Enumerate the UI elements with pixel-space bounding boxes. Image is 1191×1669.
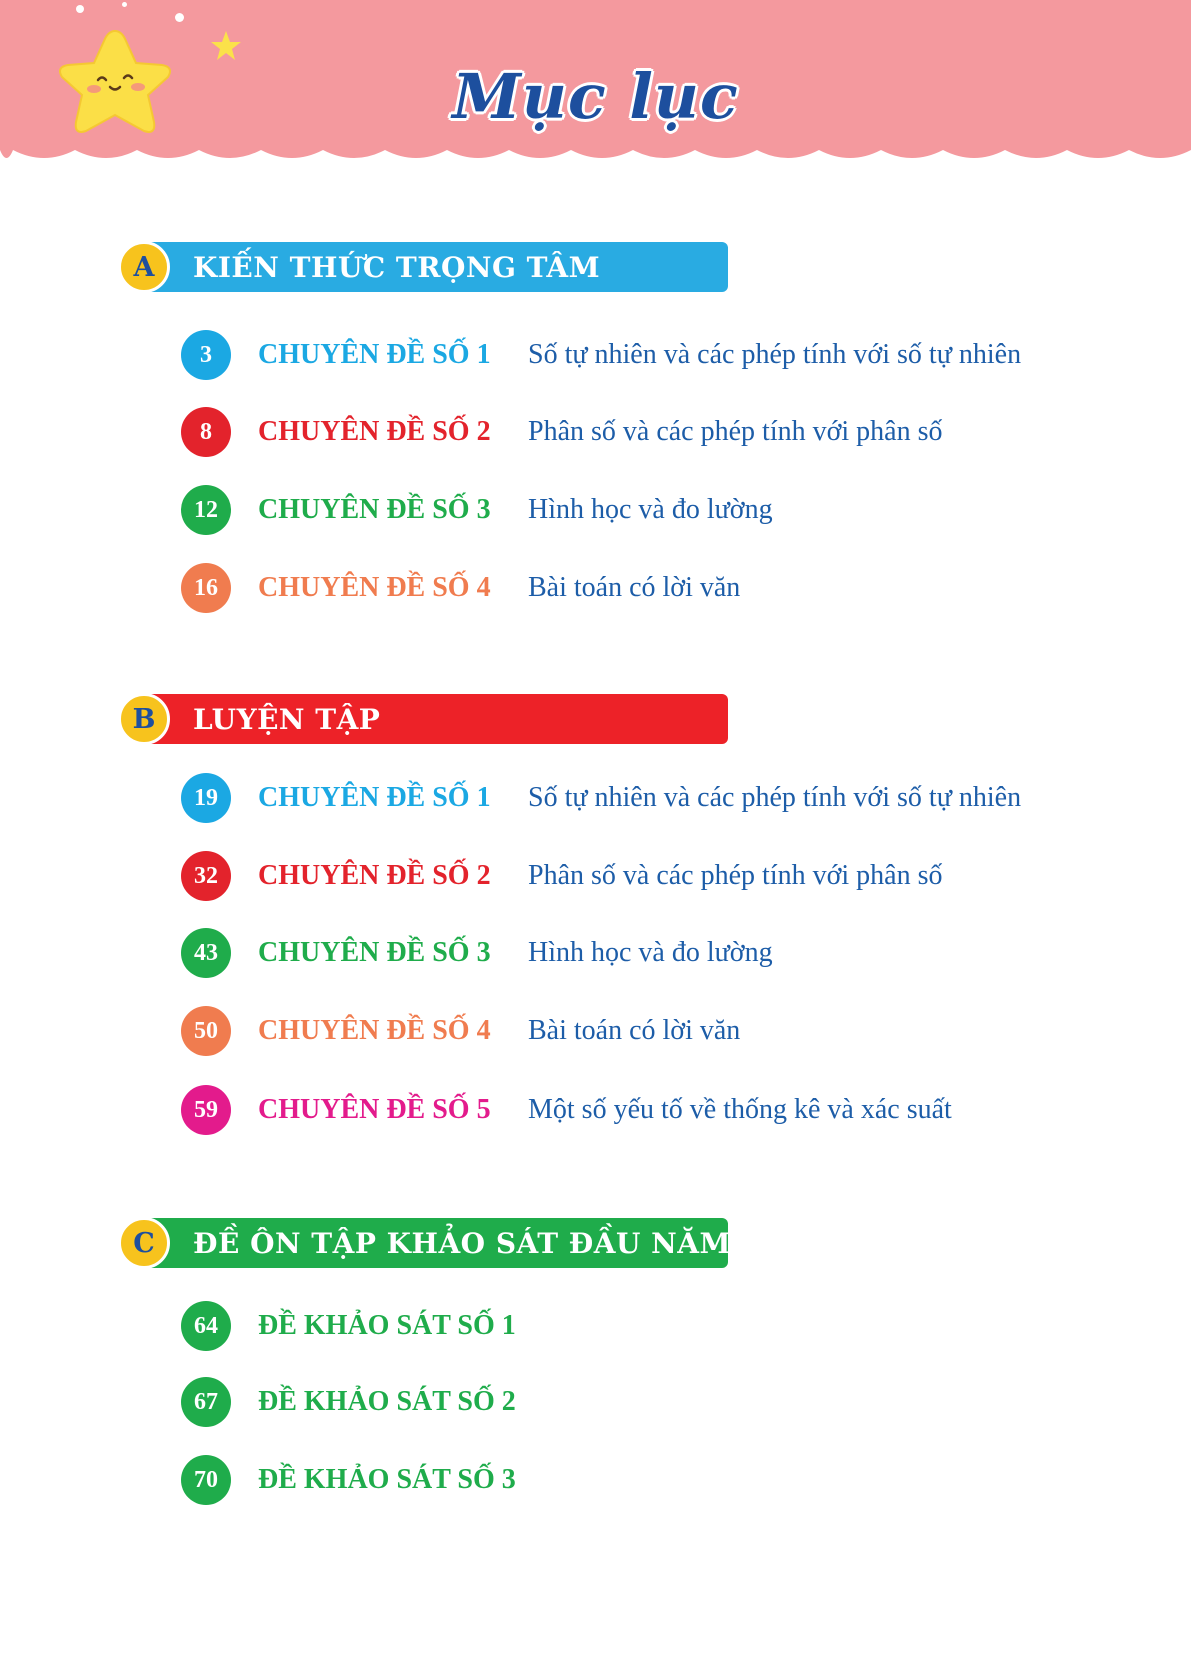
entry-description: Số tự nhiên và các phép tính với số tự nhiên — [528, 782, 1022, 813]
entry-description: Hình học và đo lường — [528, 494, 773, 525]
entry-topic: ĐỀ KHẢO SÁT SỐ 3 — [258, 1464, 516, 1495]
page-number-badge: 3 — [181, 330, 231, 380]
page-number-badge: 50 — [181, 1006, 231, 1056]
entry-description: Một số yếu tố về thống kê và xác suất — [528, 1094, 952, 1125]
page-number-badge: 64 — [181, 1301, 231, 1351]
page-number-badge: 19 — [181, 773, 231, 823]
section-badge: C — [118, 1217, 170, 1269]
entry-topic: CHUYÊN ĐỀ SỐ 5 — [258, 1094, 491, 1125]
page-number-badge: 16 — [181, 563, 231, 613]
toc-entry[interactable] — [181, 928, 1081, 978]
entry-topic: CHUYÊN ĐỀ SỐ 2 — [258, 860, 491, 891]
section-title: KIẾN THỨC TRỌNG TÂM — [193, 251, 601, 284]
entry-topic: CHUYÊN ĐỀ SỐ 3 — [258, 937, 491, 968]
entry-description: Phân số và các phép tính với phân số — [528, 860, 943, 891]
toc-entry[interactable] — [181, 1455, 1081, 1505]
entry-topic: ĐỀ KHẢO SÁT SỐ 1 — [258, 1310, 516, 1341]
page-number-badge: 12 — [181, 485, 231, 535]
entry-description: Bài toán có lời văn — [528, 572, 741, 603]
page-number-badge: 43 — [181, 928, 231, 978]
section-header-c — [118, 1218, 731, 1268]
header-band — [0, 0, 1191, 185]
section-badge: B — [118, 693, 170, 745]
page-number-badge: 59 — [181, 1085, 231, 1135]
entry-topic: CHUYÊN ĐỀ SỐ 1 — [258, 339, 491, 370]
sparkle-dot-icon — [76, 5, 84, 13]
entry-topic: ĐỀ KHẢO SÁT SỐ 2 — [258, 1386, 516, 1417]
entry-description: Phân số và các phép tính với phân số — [528, 416, 943, 447]
small-star-icon — [210, 30, 242, 62]
toc-entry[interactable] — [181, 851, 1081, 901]
section-header-b — [118, 694, 728, 744]
section-title: ĐỀ ÔN TẬP KHẢO SÁT ĐẦU NĂM — [193, 1227, 731, 1260]
sparkle-dot-icon — [122, 2, 127, 7]
sparkle-dot-icon — [175, 13, 184, 22]
page-number-badge: 32 — [181, 851, 231, 901]
entry-description: Hình học và đo lường — [528, 937, 773, 968]
toc-entry[interactable] — [181, 485, 1081, 535]
toc-entry[interactable] — [181, 1006, 1081, 1056]
entry-description: Bài toán có lời văn — [528, 1015, 741, 1046]
section-header-a — [118, 242, 728, 292]
page-number-badge: 67 — [181, 1377, 231, 1427]
toc-entry[interactable] — [181, 1085, 1081, 1135]
toc-entry[interactable] — [181, 563, 1081, 613]
toc-entry[interactable] — [181, 1377, 1081, 1427]
entry-topic: CHUYÊN ĐỀ SỐ 4 — [258, 572, 491, 603]
page-title: Mục lục — [452, 60, 739, 133]
entry-topic: CHUYÊN ĐỀ SỐ 3 — [258, 494, 491, 525]
entry-topic: CHUYÊN ĐỀ SỐ 4 — [258, 1015, 491, 1046]
toc-entry[interactable] — [181, 773, 1081, 823]
toc-entry[interactable] — [181, 1301, 1081, 1351]
entry-topic: CHUYÊN ĐỀ SỐ 1 — [258, 782, 491, 813]
toc-entry[interactable] — [181, 330, 1081, 380]
entry-topic: CHUYÊN ĐỀ SỐ 2 — [258, 416, 491, 447]
page-number-badge: 8 — [181, 407, 231, 457]
toc-entry[interactable] — [181, 407, 1081, 457]
section-title: LUYỆN TẬP — [193, 703, 381, 736]
section-badge: A — [118, 241, 170, 293]
entry-description: Số tự nhiên và các phép tính với số tự nhiên — [528, 339, 1022, 370]
page-number-badge: 70 — [181, 1455, 231, 1505]
